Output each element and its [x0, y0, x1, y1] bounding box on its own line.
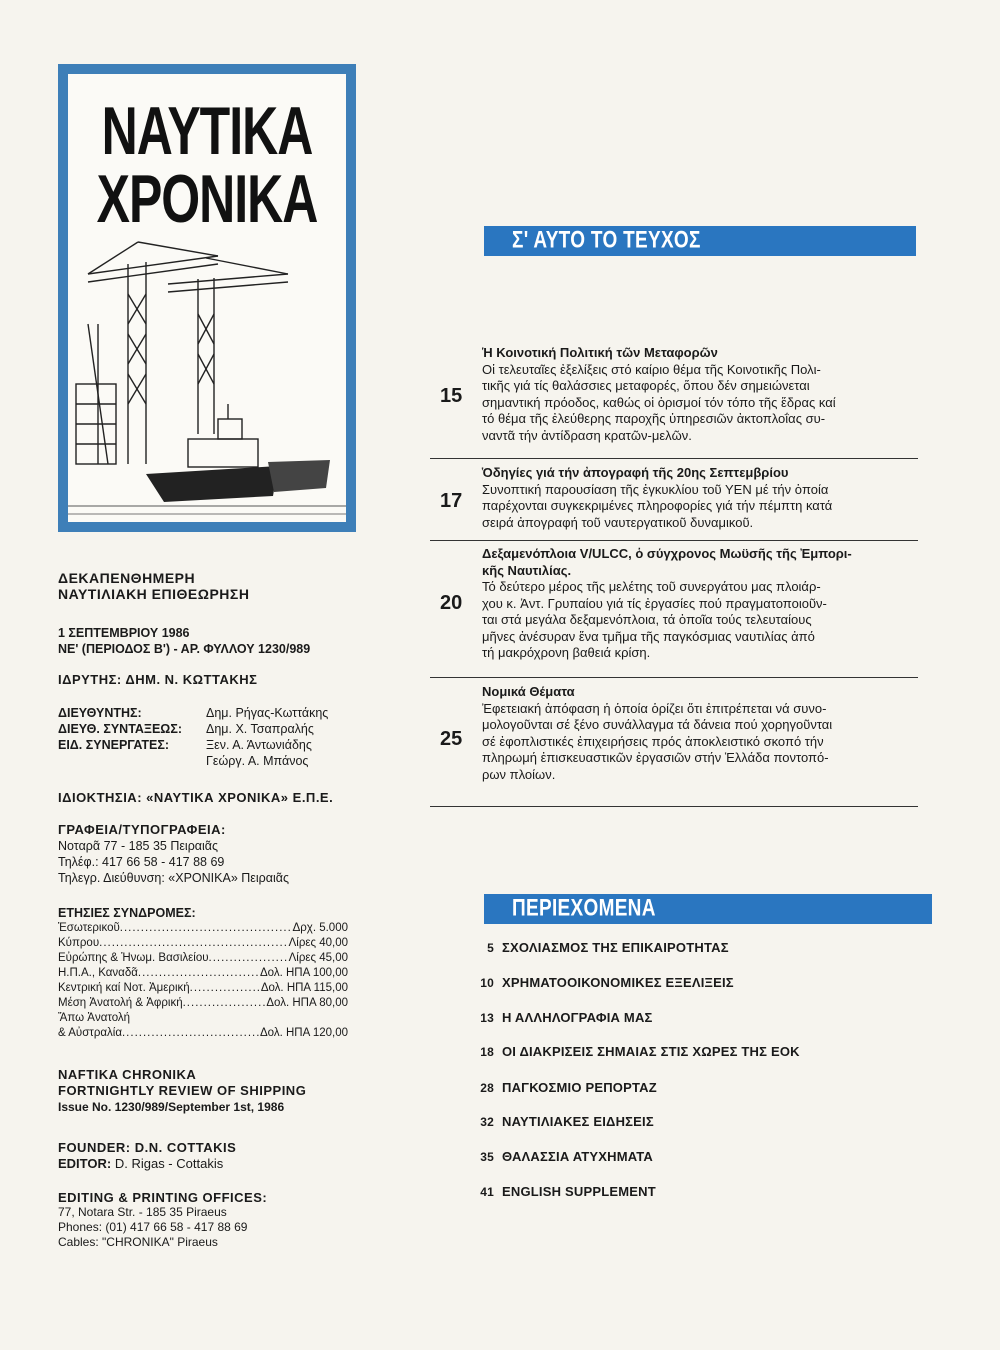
- subscription-price: Δολ. ΗΠΑ 115,00: [260, 982, 348, 994]
- contents-label: ΧΡΗΜΑΤΟΟΙΚΟΝΟΜΙΚΕΣ ΕΞΕΛΙΞΕΙΣ: [502, 975, 734, 990]
- contents-page: 35: [480, 1150, 494, 1164]
- article-line: Ἐφετειακή ἀπόφαση ἡ ὁποία ὁρίζει ὅτι ἐπιτρέπεται νά συνο-: [482, 700, 827, 716]
- publication-type-line1: ΔΕΚΑΠΕΝΘΗΜΕΡΗ: [58, 570, 196, 586]
- contents-page: 28: [480, 1081, 494, 1095]
- office-address: Νοταρᾶ 77 - 185 35 Πειραιᾶς: [58, 839, 219, 853]
- contents-label: ΣΧΟΛΙΑΣΜΟΣ ΤΗΣ ΕΠΙΚΑΙΡΟΤΗΤΑΣ: [502, 940, 729, 955]
- contents-page: 13: [480, 1011, 494, 1025]
- english-masthead: [58, 1067, 378, 1115]
- port-cranes-ship-illustration: [68, 234, 346, 522]
- contents-label: ENGLISH SUPPLEMENT: [502, 1184, 656, 1199]
- subscriptions-title: ΕΤΗΣΙΕΣ ΣΥΝΔΡΟΜΕΣ:: [58, 906, 196, 920]
- english-staff: [58, 1140, 378, 1172]
- publication-type: [58, 570, 378, 602]
- article-title: Δεξαμενόπλοια V/ULCC, ὁ σύγχρονος Μωϋσῆς τῆς Ἐμπορι-: [482, 546, 852, 561]
- contents-page: 18: [480, 1045, 494, 1059]
- cover-inner: [68, 74, 346, 522]
- issue-info: [58, 625, 378, 657]
- subscription-region: Ἄπω Ἀνατολή: [58, 1012, 131, 1024]
- contents-item[interactable]: [470, 1044, 800, 1059]
- staff-row: [58, 753, 378, 769]
- article-line: μῆνες ἀνέσυραν ἕνα τμῆμα τῆς παγκόσμιας ναυτιλίας ἀπό: [482, 628, 815, 644]
- article-title: Ὁδηγίες γιά τήν ἀπογραφή τῆς 20ης Σεπτεμβρίου: [482, 465, 789, 480]
- subscription-row: [58, 936, 348, 951]
- divider: [430, 458, 918, 459]
- staff-label: [58, 753, 206, 769]
- article-line: ναντᾶ τήν ἀντίδραση κρατῶν-μελῶν.: [482, 427, 692, 443]
- cover-image: [58, 64, 356, 532]
- subscription-price: Δολ. ΗΠΑ 120,00: [259, 1027, 348, 1039]
- english-issue: Issue No. 1230/989/September 1st, 1986: [58, 1100, 285, 1114]
- article-line: μολογοῦνται σέ ξένο συνάλλαγμα τά δάνεια πού χορηγοῦνται: [482, 717, 833, 732]
- contents-heading: ΠΕΡΙΕΧΟΜΕΝΑ: [484, 894, 932, 924]
- staff-value: Δημ. Ρήγας-Κωττάκης: [206, 706, 329, 720]
- english-office-address: 77, Notara Str. - 185 35 Piraeus: [58, 1205, 227, 1219]
- english-subtitle: FORTNIGHTLY REVIEW OF SHIPPING: [58, 1083, 307, 1098]
- contents-label: ΠΑΓΚΟΣΜΙΟ ΡΕΠΟΡΤΑΖ: [502, 1080, 657, 1095]
- publication-type-line2: ΝΑΥΤΙΛΙΑΚΗ ΕΠΙΘΕΩΡΗΣΗ: [58, 586, 250, 602]
- contents-item[interactable]: [470, 1149, 653, 1164]
- cover-title-line1: ΝΑΥΤΙΚΑ: [101, 93, 313, 169]
- contents-label: ΟΙ ΔΙΑΚΡΙΣΕΙΣ ΣΗΜΑΙΑΣ ΣΤΙΣ ΧΩΡΕΣ ΤΗΣ ΕΟΚ: [502, 1044, 800, 1059]
- subscription-region: Μέση Ἀνατολή & Ἀφρική: [58, 997, 183, 1009]
- article-line: παρέχονται συγκεκριμένες πληροφορίες γιά τήν πέμπτη κατά: [482, 498, 833, 513]
- contents-item[interactable]: [470, 1184, 656, 1199]
- article-line: σειρά ἀπογραφή τοῦ ναυτεργατικοῦ δυναμικοῦ.: [482, 514, 754, 530]
- subscription-row: [58, 951, 348, 966]
- contents-item[interactable]: [470, 940, 729, 955]
- divider: [430, 806, 918, 807]
- offices-title: ΓΡΑΦΕΙΑ/ΤΥΠΟΓΡΑΦΕΙΑ:: [58, 822, 226, 837]
- english-office-cables: Cables: "CHRONIKA" Piraeus: [58, 1235, 218, 1249]
- article-body: [482, 465, 922, 531]
- contents-page: 41: [480, 1185, 494, 1199]
- article-page-number: 20: [440, 592, 463, 614]
- article-title-cont: κῆς Ναυτιλίας.: [482, 562, 572, 578]
- staff-row: [58, 721, 378, 737]
- english-offices-title: EDITING & PRINTING OFFICES:: [58, 1190, 268, 1205]
- article-page-number: 15: [440, 385, 463, 407]
- contents-label: ΝΑΥΤΙΛΙΑΚΕΣ ΕΙΔΗΣΕΙΣ: [502, 1114, 654, 1129]
- article-body: [482, 546, 922, 662]
- subscription-row: [58, 981, 348, 996]
- contents-item[interactable]: [470, 975, 734, 990]
- subscription-price: Λίρες 45,00: [288, 952, 348, 964]
- english-offices: [58, 1190, 378, 1250]
- staff-value: Γεώργ. Α. Μπάνος: [206, 754, 309, 768]
- article-line: ρων πλοίων.: [482, 766, 556, 782]
- article-line: Συνοπτική παρουσίαση τῆς ἐγκυκλίου τοῦ ΥΕΝ μέ τήν ὁποία: [482, 481, 829, 497]
- article-body: [482, 684, 922, 783]
- contents-page: 10: [480, 976, 494, 990]
- staff-value: Ξεν. Α. Άντωνιάδης: [206, 738, 312, 752]
- subscription-row: [58, 996, 348, 1011]
- article-line: χου κ. Ἀντ. Γρυπαίου γιά τίς ἐργασίες πού πραγματοποιοῦν-: [482, 595, 827, 611]
- divider: [430, 677, 918, 678]
- subscription-row: [58, 966, 348, 981]
- subscription-region: & Αὐστραλία: [58, 1027, 122, 1039]
- staff-value: Δημ. Χ. Τσαπραλής: [206, 722, 314, 736]
- in-this-issue-heading: Σ' ΑΥΤΟ ΤΟ ΤΕΥΧΟΣ: [484, 226, 916, 256]
- issue-date: 1 ΣΕΠΤΕΜΒΡΙΟΥ 1986: [58, 626, 190, 640]
- article-line: τή μακρόχρονη βαθειά κρίση.: [482, 645, 651, 660]
- subscription-price: Δρχ. 5.000: [292, 922, 348, 934]
- office-phone: Τηλέφ.: 417 66 58 - 417 88 69: [58, 855, 225, 869]
- founder-line: ΙΔΡΥΤΗΣ: ΔΗΜ. Ν. ΚΩΤΤΑΚΗΣ: [58, 672, 258, 687]
- staff-row: [58, 737, 378, 753]
- offices-block: [58, 822, 378, 886]
- english-title: NAFTIKA CHRONIKA: [58, 1067, 197, 1082]
- contents-item[interactable]: [470, 1080, 657, 1095]
- ownership-line: ΙΔΙΟΚΤΗΣΙΑ: «ΝΑΥΤΙΚΑ ΧΡΟΝΙΚΑ» Ε.Π.Ε.: [58, 790, 334, 805]
- english-editor-row: [58, 1156, 378, 1172]
- subscription-region: Κεντρική καί Νοτ. Ἀμερική: [58, 982, 190, 994]
- contents-page: 5: [487, 941, 494, 955]
- article-line: ται στά μεγάλα δεξαμενόπλοια, τά ὁποῖα τούς τελευταίους: [482, 612, 812, 627]
- article-line: τικῆς γιά τίς θαλάσσιες μεταφορές, ὅπου δέν σημειώνεται: [482, 378, 810, 393]
- english-founder: FOUNDER: D.N. COTTAKIS: [58, 1140, 237, 1155]
- article-title: Νομικά Θέματα: [482, 684, 575, 699]
- subscriptions-block: [58, 906, 348, 1041]
- article-page-number: 17: [440, 490, 463, 512]
- contents-item[interactable]: [470, 1114, 654, 1129]
- english-office-phones: Phones: (01) 417 66 58 - 417 88 69: [58, 1220, 248, 1234]
- english-editor: D. Rigas - Cottakis: [114, 1156, 224, 1171]
- staff-label: ΕΙΔ. ΣΥΝΕΡΓΑΤΕΣ:: [58, 738, 170, 752]
- article-line: Τό δεύτερο μέρος τῆς μελέτης τοῦ συνεργάτου μας πλοιάρ-: [482, 579, 821, 594]
- staff-label: ΔΙΕΥΘ. ΣΥΝΤΑΞΕΩΣ:: [58, 722, 182, 736]
- staff-row: [58, 705, 378, 721]
- staff-label: ΔΙΕΥΘΥΝΤΗΣ:: [58, 706, 142, 720]
- cover-title-line2: ΧΡΟΝΙΚΑ: [96, 161, 318, 237]
- contents-item[interactable]: [470, 1010, 653, 1025]
- contents-label: Η ΑΛΛΗΛΟΓΡΑΦΙΑ ΜΑΣ: [502, 1010, 653, 1025]
- article-line: πληρωμή ἐπισκευαστικῶν ἐργασιῶν στήν Ἑλλάδα ποντοπό-: [482, 750, 829, 765]
- subscription-row: [58, 1026, 348, 1041]
- office-cable: Τηλεγρ. Διεύθυνση: «ΧΡΟΝΙΚΑ» Πειραιᾶς: [58, 871, 289, 885]
- article-body: [482, 345, 922, 444]
- subscription-price: Λίρες 40,00: [288, 937, 348, 949]
- divider: [430, 540, 918, 541]
- subscription-row: [58, 921, 348, 936]
- contents-label: ΘΑΛΑΣΣΙΑ ΑΤΥΧΗΜΑΤΑ: [502, 1149, 654, 1164]
- english-editor-label: EDITOR:: [58, 1156, 112, 1171]
- article-page-number: 25: [440, 728, 463, 750]
- issue-number: ΝΕ' (ΠΕΡΙΟΔΟΣ Β') - ΑΡ. ΦΥΛΛΟΥ 1230/989: [58, 642, 311, 656]
- subscription-region: Ἐσωτερικοῦ: [58, 922, 120, 934]
- subscription-region: Εὐρώπης & Ἡνωμ. Βασιλείου: [58, 952, 209, 964]
- subscription-price: Δολ. ΗΠΑ 80,00: [266, 997, 348, 1009]
- article-line: σέ ἐφοπλιστικές ἐπιχειρήσεις πρός ἀποκλειστικό σκοπό τήν: [482, 733, 824, 749]
- contents-page: 32: [480, 1115, 494, 1129]
- article-line: Οἱ τελευταῖες ἐξελίξεις στό καίριο θέμα τῆς Κοινοτικῆς Πολι-: [482, 361, 821, 377]
- subscription-row: [58, 1011, 348, 1026]
- subscription-price: Δολ. ΗΠΑ 100,00: [259, 967, 348, 979]
- article-line: σημαντική πρόοδος, καθώς οἱ ὁρισμοί τόν τόπο τῆς ἕδρας καί: [482, 394, 836, 410]
- article-title: Ἡ Κοινοτική Πολιτική τῶν Μεταφορῶν: [482, 345, 718, 360]
- article-line: τό θέμα τῆς ἐλεύθερης παροχῆς ὑπηρεσιῶν ἀκτοπλοΐας συ-: [482, 411, 826, 426]
- staff-list: [58, 705, 378, 769]
- subscription-region: Κύπρου: [58, 937, 100, 949]
- subscription-region: Η.Π.Α., Καναδᾶ: [58, 967, 138, 979]
